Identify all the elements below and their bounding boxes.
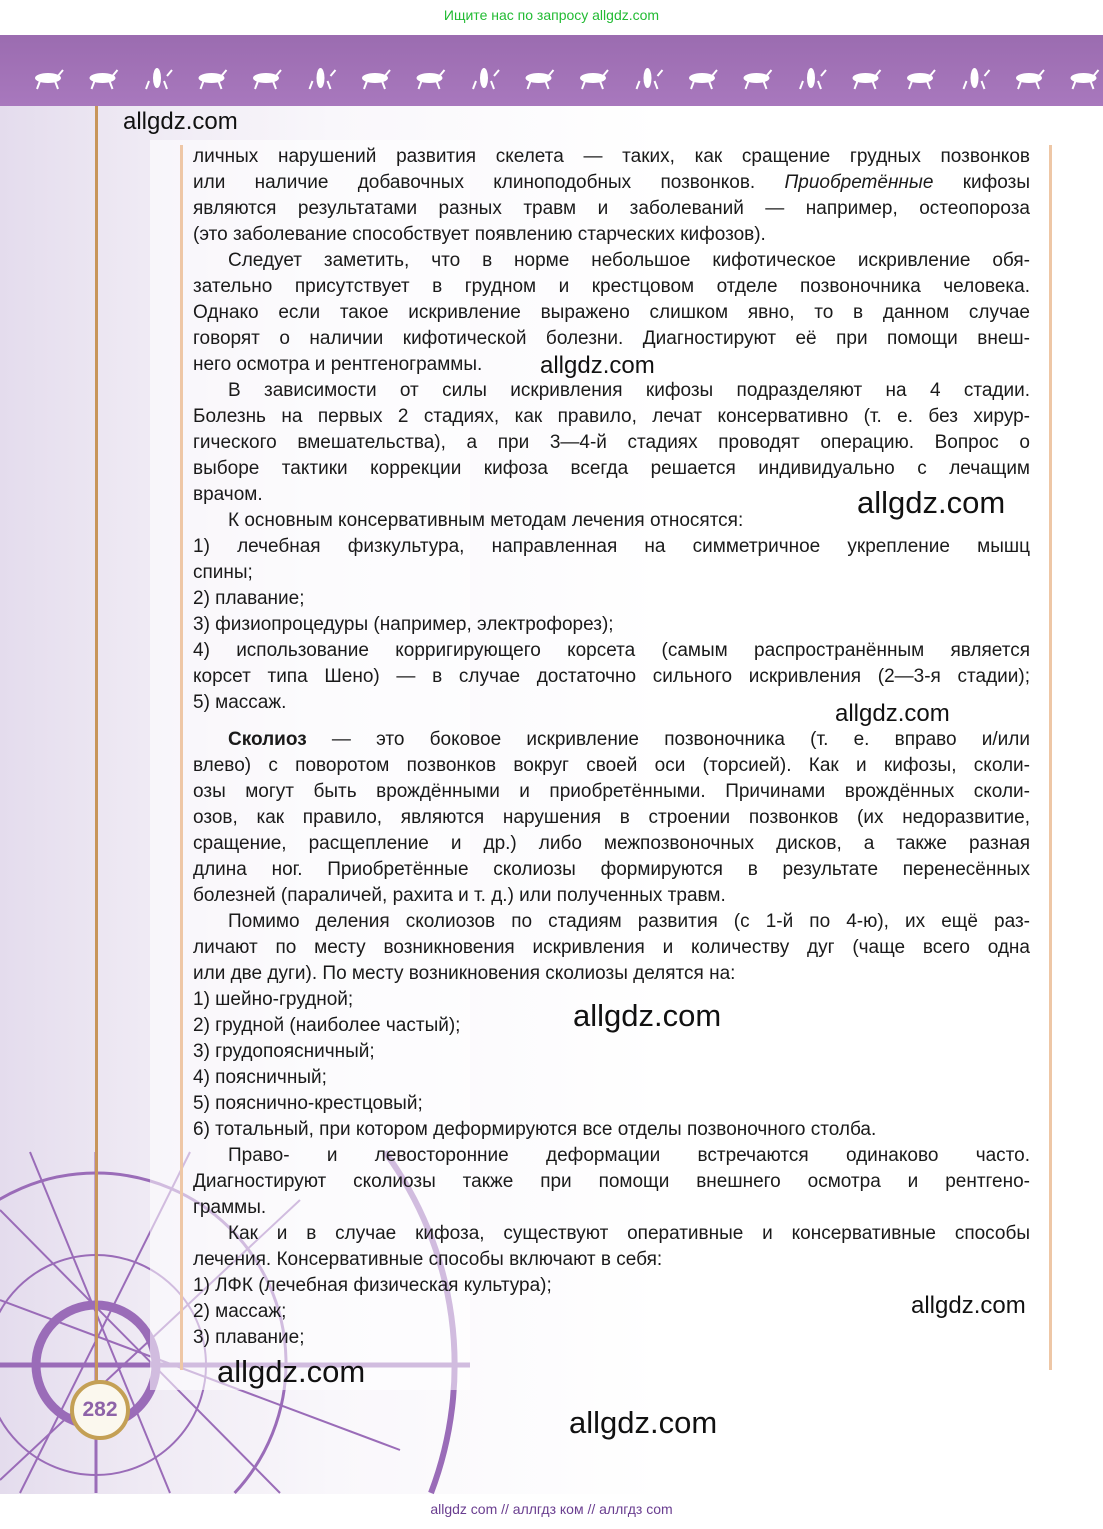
text-segment: Как и в случае кифоза, существуют оперативные и консервативные способы [228, 1223, 1030, 1244]
text-line [193, 1221, 1030, 1247]
text-segment: 3) грудопоясничный; [193, 1041, 375, 1062]
text-line [193, 612, 1030, 638]
text-line [193, 753, 1030, 779]
bison-icon [473, 68, 499, 89]
text-line [193, 857, 1030, 883]
margin-rule [95, 106, 98, 1391]
text-line [193, 909, 1030, 935]
horse-icon [580, 70, 608, 89]
insect-icon [853, 70, 881, 89]
moose-icon [90, 70, 118, 89]
text-line [193, 883, 1030, 909]
text-segment: лечения. Консервативные способы включают в себя: [193, 1249, 663, 1270]
text-segment: 4) использование корригирующего корсета (самым распространённым является [193, 640, 1030, 661]
animal-silhouettes [0, 35, 1103, 106]
text-segment: граммы. [193, 1197, 267, 1218]
meerkat-icon [146, 68, 172, 89]
term-italic: Приобретённые [784, 172, 934, 193]
text-line [193, 1039, 1030, 1065]
insect-icon [199, 70, 227, 89]
text-line [193, 779, 1030, 805]
text-line [193, 664, 1030, 690]
text-right-rule [1049, 145, 1052, 1370]
text-segment: 6) тотальный, при котором деформируются все отделы позвоночного столба. [193, 1119, 877, 1140]
watermark: allgdz.com [540, 352, 655, 379]
text-segment: 2) массаж; [193, 1301, 287, 1322]
text-line [193, 378, 1030, 404]
text-line [193, 456, 1030, 482]
watermark: allgdz.com [573, 998, 722, 1033]
watermark: allgdz.com [911, 1292, 1026, 1319]
text-line [193, 1065, 1030, 1091]
text-line [193, 1091, 1030, 1117]
text-segment: озы могут быть врождёнными и приобретёнными. Причинами врождённых сколи- [193, 781, 1030, 802]
text-segment: влево) с поворотом позвонков вокруг своей оси (торсией). Как и кифозы, сколи- [193, 755, 1030, 776]
search-hint: Ищите нас по запросу allgdz.com [443, 7, 660, 23]
cat-icon [310, 68, 336, 89]
text-line [193, 1195, 1030, 1221]
dolphin-icon [35, 70, 63, 89]
text-segment: Помимо деления сколиозов по стадиям развития (с 1-й по 4-ю), их ещё раз- [228, 911, 1030, 932]
text-segment: 3) физиопроцедуры (например, электрофорез); [193, 614, 614, 635]
dolphin-icon [689, 70, 717, 89]
text-line [193, 638, 1030, 664]
text-segment: длина ног. Приобретённые сколиозы формируются в результате перенесённых [193, 859, 1030, 880]
text-line [193, 1273, 1030, 1299]
moose-icon [744, 70, 772, 89]
text-segment: болезней (параличей, рахита и т. д.) или полученных травм. [193, 885, 726, 906]
text-line [193, 300, 1030, 326]
watermark: allgdz.com [123, 108, 238, 135]
text-left-rule [180, 145, 183, 1370]
text-line [193, 144, 1030, 170]
text-line [193, 831, 1030, 857]
text-segment: выборе тактики коррекции кифоза всегда решается индивидуально с лечащим [193, 458, 1030, 479]
text-line [193, 1247, 1030, 1273]
text-line [193, 326, 1030, 352]
text-segment: Право- и левосторонние деформации встречаются одинаково часто. [228, 1145, 1030, 1166]
watermark: allgdz.com [835, 700, 950, 727]
text-segment: сращение, расщепление и др.) либо межпозвоночных дисков, а также разная [193, 833, 1030, 854]
text-line [193, 248, 1030, 274]
text-line [193, 170, 1030, 196]
text-line [193, 1169, 1030, 1195]
text-segment: Болезнь на первых 2 стадиях, как правило, лечат консервативно (т. е. без хирур- [193, 406, 1030, 427]
antelope-icon [1016, 70, 1044, 89]
text-line [193, 805, 1030, 831]
text-segment: (это заболевание способствует появлению старческих кифозов). [193, 224, 766, 245]
text-line [193, 222, 1030, 248]
text-segment: 2) плавание; [193, 588, 305, 609]
text-line [193, 961, 1030, 987]
watermark: allgdz.com [217, 1354, 366, 1389]
text-segment: личных нарушений развития скелета — таких, как сращение грудных позвонков [193, 146, 1030, 167]
text-segment: 5) массаж. [193, 692, 287, 713]
antelope-icon [362, 70, 390, 89]
scorpion-icon [526, 70, 554, 89]
text-segment: или две дуги). По месту возникновения сколиозы делятся на: [193, 963, 736, 984]
text-line [193, 560, 1030, 586]
text-segment: озов, как правило, являются нарушения в строении позвонков (их недоразвитие, [193, 807, 1030, 828]
text-line [193, 1299, 1030, 1325]
page-number: 282 [70, 1380, 130, 1440]
text-segment: 1) шейно-грудной; [193, 989, 354, 1010]
text-segment: 2) грудной (наиболее частый); [193, 1015, 461, 1036]
body-text [193, 144, 1030, 1351]
text-segment: гического вмешательства), а при 3—4-й стадиях проводят операцию. Вопрос о [193, 432, 1030, 453]
bird-icon [637, 68, 663, 89]
butterfly-icon [417, 70, 445, 89]
text-line [193, 534, 1030, 560]
animal-banner [0, 35, 1103, 106]
text-segment: — это боковое искривление позвоночника (т. е. вправо и/или [306, 729, 1030, 750]
text-line [193, 1325, 1030, 1351]
text-segment: или наличие добавочных клиноподобных позвонков. [193, 172, 785, 193]
text-line [193, 727, 1030, 753]
text-segment: врачом. [193, 484, 263, 505]
text-line [193, 274, 1030, 300]
text-segment: Следует заметить, что в норме небольшое кифотическое искривление обя- [228, 250, 1030, 271]
cat-icon [964, 68, 990, 89]
bull-icon [253, 70, 281, 89]
watermark: allgdz.com [569, 1405, 718, 1440]
text-segment: говорят о наличии кифотической болезни. Диагностируют её при помощи внеш- [193, 328, 1030, 349]
term-bold: Сколиоз [228, 729, 307, 750]
text-line [193, 430, 1030, 456]
text-segment: 3) плавание; [193, 1327, 305, 1348]
text-segment: 1) лечебная физкультура, направленная на симметричное укрепление мышц [193, 536, 1030, 557]
text-line [193, 404, 1030, 430]
text-line [193, 586, 1030, 612]
text-segment: К основным консервативным методам лечения относятся: [228, 510, 744, 531]
text-line [193, 935, 1030, 961]
text-segment: являются результатами разных травм и заболеваний — например, остеопороза [193, 198, 1030, 219]
text-segment: Диагностируют сколиозы также при помощи внешнего осмотра и рентгено- [193, 1171, 1030, 1192]
text-segment: корсет типа Шено) — в случае достаточно сильного искривления (2—3-я стадии); [193, 666, 1030, 687]
text-segment: личают по месту возникновения искривления и количеству дуг (чаще всего одна [193, 937, 1030, 958]
text-segment: зательно присутствует в грудном и крестцовом отделе позвоночника человека. [193, 276, 1030, 297]
meerkat-icon [800, 68, 826, 89]
watermark: allgdz.com [857, 485, 1006, 520]
text-segment: 5) пояснично-крестцовый; [193, 1093, 423, 1114]
footer-note: allgdz com // аллгдз ком // аллгдз com [430, 1501, 673, 1517]
text-line [193, 1117, 1030, 1143]
text-segment: В зависимости от силы искривления кифозы подразделяют на 4 стадии. [228, 380, 1030, 401]
text-segment: 1) ЛФК (лечебная физическая культура); [193, 1275, 552, 1296]
text-segment: кифозы [933, 172, 1030, 193]
text-segment: него осмотра и рентгенограммы. [193, 354, 483, 375]
text-segment: спины; [193, 562, 253, 583]
text-line [193, 1143, 1030, 1169]
text-segment: 4) поясничный; [193, 1067, 327, 1088]
bull-icon [907, 70, 935, 89]
text-line [193, 196, 1030, 222]
text-segment: Однако если такое искривление выражено слишком явно, то в данном случае [193, 302, 1030, 323]
butterfly-icon [1071, 70, 1099, 89]
